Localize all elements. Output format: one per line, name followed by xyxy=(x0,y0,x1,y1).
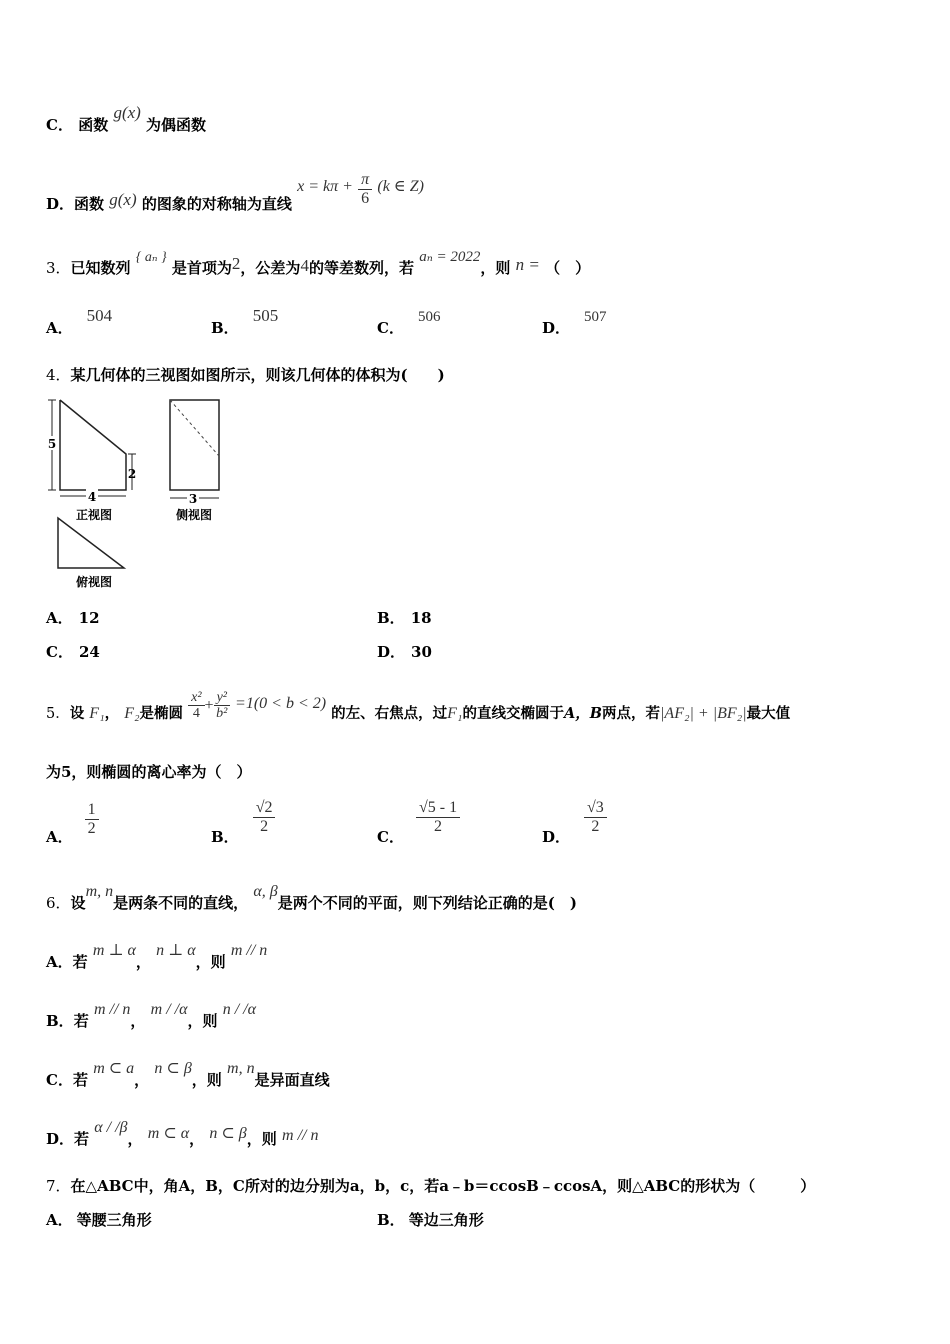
top-view-label: 俯视图 xyxy=(75,575,113,589)
q5-option-c[interactable]: C． $\frac{√5 - 1}{2}$ xyxy=(377,797,460,833)
dim-3: 3 xyxy=(188,492,198,506)
q6-option-d[interactable]: D．若 α / /β， m ⊂ α， n ⊂ β，则 m // n xyxy=(46,1119,319,1148)
q3-option-c[interactable]: C．506 xyxy=(377,309,441,337)
q2-option-d[interactable]: D．函数 g(x) 的图象的对称轴为直线 x = kπ + $\frac{\pi}{6}$ (k ∈ Z) xyxy=(46,171,424,214)
q4-option-b[interactable]: B． 18 xyxy=(377,609,432,627)
side-view-label: 侧视图 xyxy=(175,508,213,522)
pi-over-six: $\frac{\pi}{6}$ xyxy=(358,171,372,207)
q5-option-d[interactable]: D． $\frac{√3}{2}$ xyxy=(542,797,607,833)
front-view xyxy=(60,400,126,490)
q2-option-c[interactable]: C． 函数 g(x) 为偶函数 xyxy=(46,103,207,134)
q4-option-d[interactable]: D． 30 xyxy=(377,643,432,661)
q7-option-b[interactable]: B． 等边三角形 xyxy=(377,1211,484,1229)
question-3: 3．已知数列 { aₙ } 是首项为2，公差为4的等差数列，若 aₙ = 2022，则 n = （ ） xyxy=(46,249,591,277)
question-4: 4．某几何体的三视图如图所示，则该几何体的体积为( ) xyxy=(46,366,445,384)
top-view xyxy=(58,518,124,568)
front-view-label: 正视图 xyxy=(75,508,113,522)
q5-option-a[interactable]: A． $\frac{1}{2}$ xyxy=(46,799,99,835)
side-view xyxy=(170,400,219,490)
question-5-line2: 为5，则椭圆的离心率为（ ） xyxy=(46,763,252,781)
q6-option-b[interactable]: B．若 m // n， m / /α，则 n / /α xyxy=(46,1001,257,1030)
q6-option-c[interactable]: C．若 m ⊂ a， n ⊂ β，则 m, n是异面直线 xyxy=(46,1060,330,1089)
g-of-x: g(x) xyxy=(113,103,141,122)
q5-option-b[interactable]: B． $\frac{√2}{2}$ xyxy=(211,797,275,833)
q4-option-a[interactable]: A． 12 xyxy=(46,609,100,627)
three-view-figure xyxy=(44,392,234,592)
q7-option-a[interactable]: A． 等腰三角形 xyxy=(46,1211,152,1229)
dim-5: 5 xyxy=(47,437,57,451)
dim-4: 4 xyxy=(87,490,97,504)
q4-option-c[interactable]: C． 24 xyxy=(46,643,100,661)
question-5: 5．设 F₁， F₂是椭圆 $\frac{\text{x²}}{4}$ + $\frac{\text{y²}}{\text{b²}}$ =1(0 < b < 2) 的左、右焦点，过F₁的直线交椭圆于A，B两点，若|AF₂| + |BF₂|最大值 xyxy=(46,690,791,722)
q3-option-d[interactable]: D．507 xyxy=(542,309,607,337)
dim-2: 2 xyxy=(127,467,137,481)
q3-option-a[interactable]: A．504 xyxy=(46,306,113,337)
question-6: 6．设m, n是两条不同的直线， α, β是两个不同的平面，则下列结论正确的是( ) xyxy=(46,883,577,912)
q3-option-b[interactable]: B．505 xyxy=(211,306,279,337)
question-7: 7．在△ABC中，角A，B，C所对的边分别为a，b，c，若a﹣b＝ccosB﹣ccosA，则△ABC的形状为（ ） xyxy=(46,1177,816,1195)
q6-option-a[interactable]: A．若 m ⊥ α， n ⊥ α，则 m // n xyxy=(46,942,268,971)
